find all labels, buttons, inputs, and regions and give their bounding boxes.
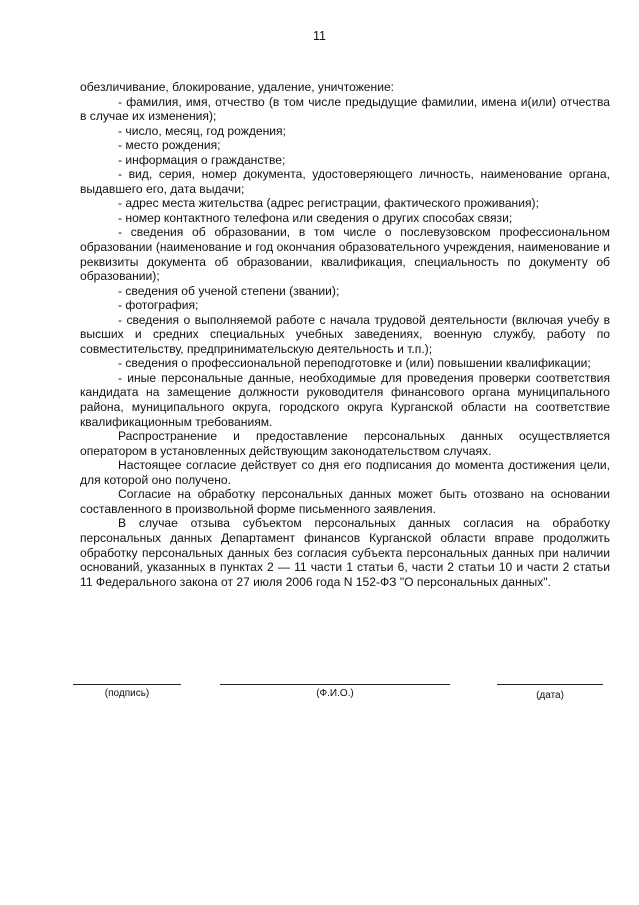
signature-line	[73, 684, 181, 685]
page-number: 11	[313, 29, 326, 43]
paragraph-after-revocation: В случае отзыва субъектом персональных данных согласия на обработку персональных данных Департамент финансов Курганской области вправе продолжить обработку персональных данных без согласия субъекта персональных данных при наличии оснований, указанных в пунктах 2 — 11 части 1 статьи 6, части 2 статьи 10 и части 2 статьи 11 Федерального закона от 27 июля 2006 года N 152-ФЗ "О персональных данных".	[80, 516, 610, 589]
list-item-citizenship: - информация о гражданстве;	[118, 152, 286, 167]
full-name-line	[220, 684, 450, 685]
list-item-address: - адрес места жительства (адрес регистрации, фактического проживания);	[118, 196, 539, 211]
list-item-identity-document: - вид, серия, номер документа, удостоверяющего личность, наименование органа, выдавшего его, дата выдачи;	[80, 167, 610, 196]
full-name-caption: (Ф.И.О.)	[316, 688, 354, 699]
signature-block	[73, 684, 181, 699]
list-item-work-history: - сведения о выполняемой работе с начала трудовой деятельности (включая учебу в высших и средних специальных учебных заведениях, военную службу, работу по совместительству, предпринимательскую деятельность и т.п.);	[80, 312, 610, 356]
signature-caption: (подпись)	[104, 688, 150, 699]
full-name-block	[220, 684, 450, 699]
list-item-birth-place: - место рождения;	[118, 138, 221, 153]
date-block	[497, 684, 603, 701]
document-body	[80, 80, 610, 589]
paragraph-distribution: Распространение и предоставление персональных данных осуществляется оператором в установленных действующим законодательством случаях.	[80, 429, 610, 458]
paragraph-processing-actions: обезличивание, блокирование, удаление, уничтожение:	[80, 80, 395, 94]
list-item-full-name: - фамилия, имя, отчество (в том числе предыдущие фамилии, имена и(или) отчества в случае их изменения);	[80, 94, 610, 124]
list-item-other-data: - иные персональные данные, необходимые для проведения проверки соответствия кандидата на замещение должности руководителя финансового органа муниципального района, муниципального округа, городского округа Курганской области на соответствие квалификационным требованиям.	[80, 370, 610, 429]
date-line	[497, 684, 603, 685]
paragraph-revocation: Согласие на обработку персональных данных может быть отозвано на основании составленного в произвольной форме письменного заявления.	[80, 487, 610, 516]
list-item-phone: - номер контактного телефона или сведения о других способах связи;	[118, 210, 513, 225]
list-item-photo: - фотография;	[118, 298, 199, 313]
list-item-education: - сведения об образовании, в том числе о послевузовском профессиональном образовании (наименование и год окончания образовательного учреждения, наименование и реквизиты документа об образовании, квалификация, специальность по документу об образовании);	[80, 225, 610, 284]
paragraph-validity: Настоящее согласие действует со дня его подписания до момента достижения цели, для которой оно получено.	[80, 458, 610, 487]
list-item-birth-date: - число, месяц, год рождения;	[118, 123, 286, 138]
list-item-retraining: - сведения о профессиональной переподготовке и (или) повышении квалификации;	[118, 356, 591, 371]
list-item-academic-degree: - сведения об ученой степени (звании);	[118, 283, 340, 298]
date-caption: (дата)	[536, 690, 564, 701]
